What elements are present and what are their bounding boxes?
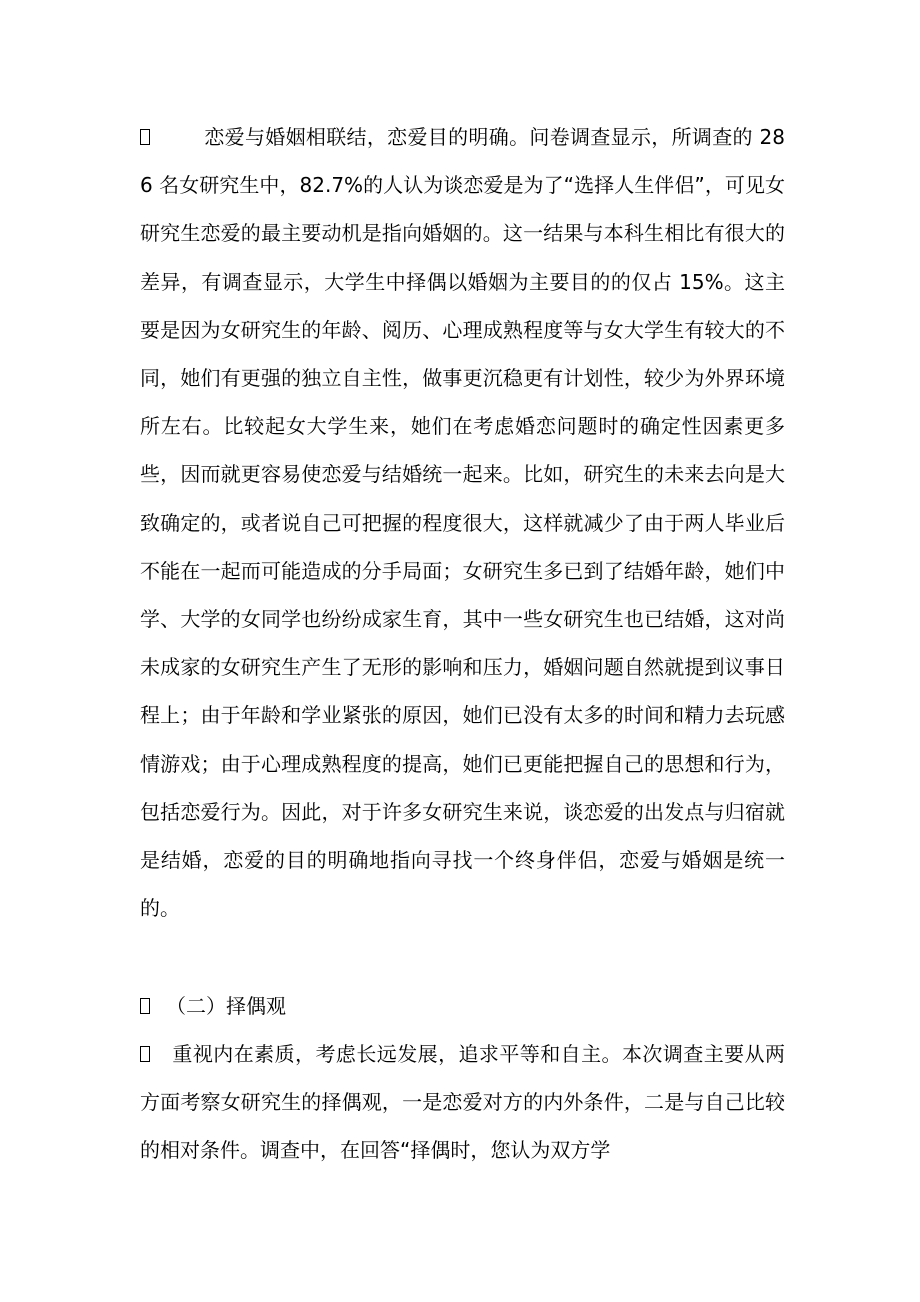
paragraph-text: 重视内在素质，考虑长远发展，追求平等和自主。本次调查主要从两方面考察女研究生的择偶观，一是恋爱对方的内外条件，二是与自己比较的相对条件。调查中，在回答“择偶时，您认为双方学 bbox=[140, 1042, 785, 1163]
heading-text: （二）择偶观 bbox=[166, 994, 286, 1018]
paragraph-love-marriage bbox=[140, 113, 785, 932]
section-heading-mate-selection bbox=[140, 982, 785, 1030]
bullet-icon bbox=[140, 129, 150, 145]
paragraph-inner-qualities bbox=[140, 1030, 785, 1175]
paragraph-text: 恋爱与婚姻相联结，恋爱目的明确。问卷调查显示，所调查的 286 名女研究生中，82.7%的人认为谈恋爱是为了“选择人生伴侣”，可见女研究生恋爱的最主要动机是指向婚姻的。这一结果与本科生相比有很大的差异，有调查显示，大学生中择偶以婚姻为主要目的的仅占 15%。这主要是因为女研究生的年龄、阅历、心理成熟程度等与女大学生有较大的不同，她们有更强的独立自主性，做事更沉稳更有计划性，较少为外界环境所左右。比较起女大学生来，她们在考虑婚恋问题时的确定性因素更多些，因而就更容易使恋爱与结婚统一起来。比如，研究生的未来去向是大致确定的，或者说自己可把握的程度很大，这样就减少了由于两人毕业后不能在一起而可能造成的分手局面；女研究生多已到了结婚年龄，她们中学、大学的女同学也纷纷成家生育，其中一些女研究生也已结婚，这对尚未成家的女研究生产生了无形的影响和压力，婚姻问题自然就提到议事日程上；由于年龄和学业紧张的原因，她们已没有太多的时间和精力去玩感情游戏；由于心理成熟程度的提高，她们已更能把握自己的思想和行为，包括恋爱行为。因此，对于许多女研究生来说，谈恋爱的出发点与归宿就是结婚，恋爱的目的明确地指向寻找一个终身伴侣，恋爱与婚姻是统一的。 bbox=[140, 125, 785, 921]
bullet-icon bbox=[140, 1046, 150, 1062]
bullet-icon bbox=[140, 998, 150, 1014]
